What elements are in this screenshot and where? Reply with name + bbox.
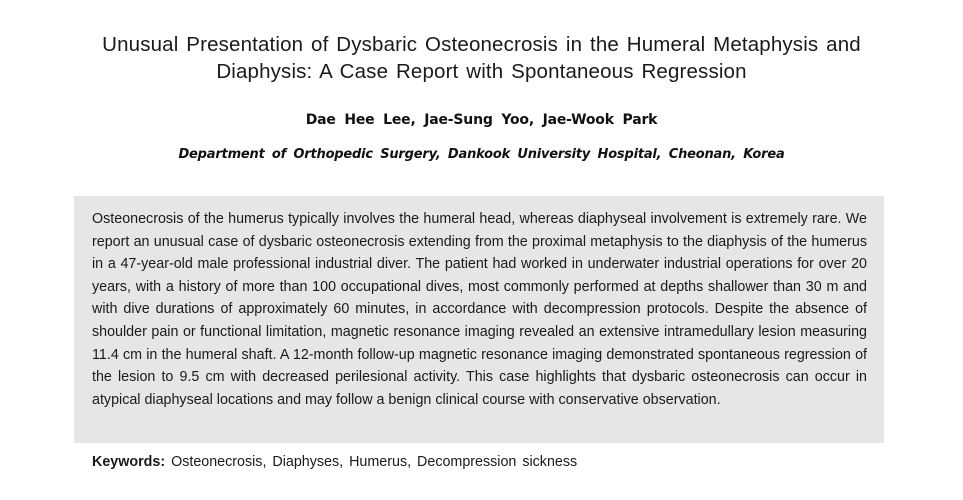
keywords-list: Osteonecrosis, Diaphyses, Humerus, Decompression sickness [171, 454, 578, 470]
keywords-label: Keywords: [92, 454, 166, 470]
author-list: Dae Hee Lee, Jae-Sung Yoo, Jae-Wook Park [305, 112, 658, 128]
abstract-box [74, 196, 884, 443]
abstract-text: Osteonecrosis of the humerus typically involves the humeral head, whereas diaphyseal involvement is extremely rare. We report an unusual case of dysbaric osteonecrosis extending from the proximal metaphysis to the diaphysis of the humerus in a 47-year-old male professional industrial diver. The patient had worked in underwater industrial operations for over 20 years, with a history of more than 100 occupational dives, most commonly performed at depths shallower than 30 m and with dive durations of approximately 60 minutes, in accordance with decompression protocols. Despite the absence of shoulder pain or functional limitation, magnetic resonance imaging revealed an extensive intramedullary lesion measuring 11.4 cm in the humeral shaft. A 12-month follow-up magnetic resonance imaging demonstrated spontaneous regression of the lesion to 9.5 cm with decreased perilesional activity. This case highlights that dysbaric osteonecrosis can occur in atypical diaphyseal locations and may follow a benign clinical course with conservative observation. [92, 211, 867, 408]
paper-title: Unusual Presentation of Dysbaric Osteonecrosis in the Humeral Metaphysis and Diaphysis: A Case Report with Spontaneous Regression [102, 33, 861, 83]
keywords-line [92, 451, 872, 473]
author-affiliation: Department of Orthopedic Surgery, Dankook University Hospital, Cheonan, Korea [178, 147, 785, 162]
